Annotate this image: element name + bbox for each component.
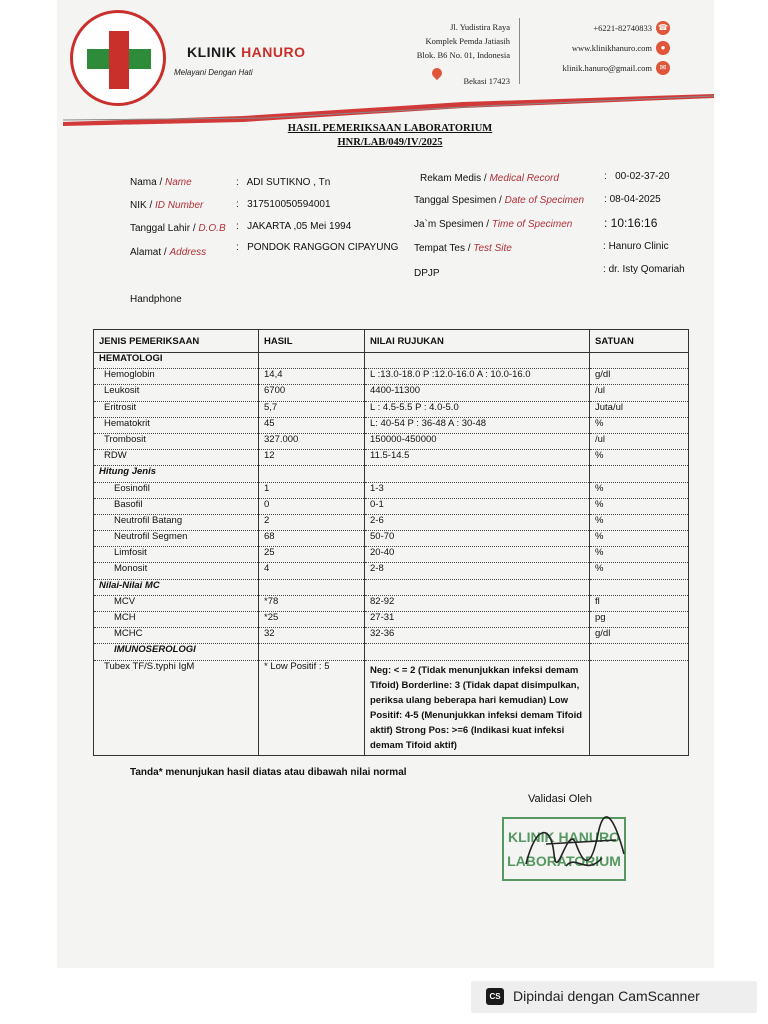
validation-label: Validasi Oleh — [528, 793, 592, 805]
section-name: IMUNOSEROLOGI — [94, 644, 259, 660]
patient-address: : PONDOK RANGGON CIPAYUNG — [236, 242, 399, 253]
table-section-row — [94, 579, 689, 595]
nik-label: NIK / ID Number — [130, 200, 204, 211]
test-reference: 0-1 — [365, 498, 590, 514]
empty-cell — [259, 644, 365, 660]
table-row — [94, 514, 689, 530]
table-row — [94, 498, 689, 514]
table-row — [94, 563, 689, 579]
table-row — [94, 369, 689, 385]
test-reference: 50-70 — [365, 531, 590, 547]
empty-cell — [259, 353, 365, 369]
test-name: MCV — [94, 595, 259, 611]
test-unit: g/dl — [590, 369, 689, 385]
section-name: HEMATOLOGI — [94, 353, 259, 369]
empty-cell — [590, 353, 689, 369]
table-section-row — [94, 466, 689, 482]
test-name: Hematokrit — [94, 417, 259, 433]
empty-cell — [259, 579, 365, 595]
test-unit: % — [590, 547, 689, 563]
globe-icon: ● — [656, 41, 670, 55]
clinic-contacts — [526, 18, 652, 78]
test-unit: % — [590, 450, 689, 466]
test-unit: pg — [590, 612, 689, 628]
test-name: RDW — [94, 450, 259, 466]
test-reference: 2-6 — [365, 514, 590, 530]
table-row — [94, 482, 689, 498]
address-label: Alamat / Address — [130, 247, 207, 258]
table-row — [94, 660, 689, 755]
empty-cell — [590, 466, 689, 482]
test-result: 6700 — [259, 385, 365, 401]
section-name: Nilai-Nilai MC — [94, 579, 259, 595]
test-reference: 20-40 — [365, 547, 590, 563]
test-site-label: Tempat Tes / Test Site — [414, 243, 512, 254]
clinic-stamp: KLINIK HANURO LABORATORIUM — [502, 817, 626, 881]
test-result: 68 — [259, 531, 365, 547]
test-result: 2 — [259, 514, 365, 530]
clinic-name: KLINIK HANURO — [187, 44, 306, 60]
test-unit: % — [590, 498, 689, 514]
empty-cell — [365, 644, 590, 660]
test-name: MCHC — [94, 628, 259, 644]
test-result: 32 — [259, 628, 365, 644]
empty-cell — [590, 644, 689, 660]
test-unit: % — [590, 514, 689, 530]
test-name: MCH — [94, 612, 259, 628]
email-icon: ✉ — [656, 61, 670, 75]
header-exam: JENIS PEMERIKSAAN — [94, 330, 259, 353]
table-row — [94, 433, 689, 449]
document-title: HASIL PEMERIKSAAN LABORATORIUM HNR/LAB/049/IV/2025 — [287, 123, 493, 148]
test-result: 327.000 — [259, 433, 365, 449]
test-result: * Low Positif : 5 — [259, 660, 365, 755]
logo-cross-center — [109, 49, 129, 69]
specimen-date-label: Tanggal Spesimen / Date of Specimen — [414, 195, 585, 206]
test-reference: L : 4.5-5.5 P : 4.0-5.0 — [365, 401, 590, 417]
test-reference: 82-92 — [365, 595, 590, 611]
test-result: *78 — [259, 595, 365, 611]
test-name: Leukosit — [94, 385, 259, 401]
abnormal-note: Tanda* menunjukan hasil diatas atau dibawah nilai normal — [130, 767, 407, 778]
test-result: 5,7 — [259, 401, 365, 417]
test-unit — [590, 660, 689, 755]
empty-cell — [365, 466, 590, 482]
specimen-time-label: Ja`m Spesimen / Time of Specimen — [414, 219, 573, 230]
clinic-address: Jl. Yudistira Raya Komplek Pemda Jatiasih Blok. B6 No. 01, Indonesia Bekasi 17423 — [416, 22, 510, 86]
camscanner-text: Dipindai dengan CamScanner — [513, 988, 700, 1004]
test-reference: 27-31 — [365, 612, 590, 628]
test-result: 25 — [259, 547, 365, 563]
handphone-label: Handphone — [130, 294, 182, 305]
patient-dob: : JAKARTA ,05 Mei 1994 — [236, 221, 352, 232]
test-result: 14,4 — [259, 369, 365, 385]
phone-icon: ☎ — [656, 21, 670, 35]
section-name: Hitung Jenis — [94, 466, 259, 482]
test-name: Monosit — [94, 563, 259, 579]
header-reference: NILAI RUJUKAN — [365, 330, 590, 353]
table-row — [94, 612, 689, 628]
header-result: HASIL — [259, 330, 365, 353]
test-unit: Juta/ul — [590, 401, 689, 417]
test-name: Neutrofil Batang — [94, 514, 259, 530]
empty-cell — [590, 579, 689, 595]
table-section-row — [94, 353, 689, 369]
test-unit: % — [590, 531, 689, 547]
test-result: 45 — [259, 417, 365, 433]
table-row — [94, 417, 689, 433]
table-section-row — [94, 644, 689, 660]
header-divider — [519, 18, 520, 84]
test-name: Tubex TF/S.typhi IgM — [94, 660, 259, 755]
test-unit: /ul — [590, 433, 689, 449]
camscanner-logo-icon: CS — [486, 988, 504, 1005]
clinic-phone: +6221-82740833 — [593, 23, 652, 33]
test-reference: 150000-450000 — [365, 433, 590, 449]
test-name: Limfosit — [94, 547, 259, 563]
test-unit: fl — [590, 595, 689, 611]
table-row — [94, 595, 689, 611]
empty-cell — [365, 579, 590, 595]
clinic-website: www.klinikhanuro.com — [571, 43, 652, 53]
test-result: 12 — [259, 450, 365, 466]
signature — [506, 814, 630, 884]
medical-record-value: : 00-02-37-20 — [604, 171, 670, 182]
clinic-tagline: Melayani Dengan Hati — [174, 68, 253, 77]
test-reference: 11.5-14.5 — [365, 450, 590, 466]
dob-label: Tanggal Lahir / D.O.B — [130, 223, 226, 234]
table-row — [94, 385, 689, 401]
patient-name: : ADI SUTIKNO , Tn — [236, 177, 331, 188]
test-reference: 2-8 — [365, 563, 590, 579]
name-label: Nama / Name — [130, 177, 192, 188]
table-body — [94, 353, 689, 756]
dpjp-value: : dr. Isty Qomariah — [603, 264, 685, 275]
table-header-row — [94, 330, 689, 353]
table-row — [94, 547, 689, 563]
test-reference: 32-36 — [365, 628, 590, 644]
test-reference: 1-3 — [365, 482, 590, 498]
test-result: 1 — [259, 482, 365, 498]
test-reference: 4400-11300 — [365, 385, 590, 401]
test-unit: % — [590, 563, 689, 579]
clinic-email: klinik.hanuro@gmail.com — [562, 63, 652, 73]
table-row — [94, 401, 689, 417]
test-reference: Neg: < = 2 (Tidak menunjukkan infeksi demam Tifoid) Borderline: 3 (Tidak dapat disimpulkan, periksa ulang beberapa hari kemudian) Low Positif: 4-5 (Menunjukkan infeksi demam Tifoid aktif) Strong Pos: >=6 (Indikasi kuat infeksi demam Tifoid aktif) — [365, 660, 590, 755]
table-row — [94, 628, 689, 644]
test-site-value: : Hanuro Clinic — [603, 241, 669, 252]
test-reference: L :13.0-18.0 P :12.0-16.0 A : 10.0-16.0 — [365, 369, 590, 385]
empty-cell — [365, 353, 590, 369]
header-unit: SATUAN — [590, 330, 689, 353]
test-unit: % — [590, 482, 689, 498]
lab-results-table — [93, 329, 689, 756]
test-name: Trombosit — [94, 433, 259, 449]
test-result: 0 — [259, 498, 365, 514]
test-name: Hemoglobin — [94, 369, 259, 385]
test-name: Neutrofil Segmen — [94, 531, 259, 547]
medical-record-label: Rekam Medis / Medical Record — [420, 173, 559, 184]
test-name: Eritrosit — [94, 401, 259, 417]
specimen-date-value: : 08-04-2025 — [604, 194, 661, 205]
test-result: *25 — [259, 612, 365, 628]
header-red-band — [63, 92, 714, 126]
test-result: 4 — [259, 563, 365, 579]
test-name: Basofil — [94, 498, 259, 514]
test-unit: g/dl — [590, 628, 689, 644]
test-unit: % — [590, 417, 689, 433]
table-row — [94, 450, 689, 466]
test-name: Eosinofil — [94, 482, 259, 498]
test-unit: /ul — [590, 385, 689, 401]
dpjp-label: DPJP — [414, 268, 440, 279]
empty-cell — [259, 466, 365, 482]
patient-nik: : 317510050594001 — [236, 199, 331, 210]
test-reference: L: 40-54 P : 36-48 A : 30-48 — [365, 417, 590, 433]
table-row — [94, 531, 689, 547]
specimen-time-value: : 10:16:16 — [604, 216, 658, 230]
